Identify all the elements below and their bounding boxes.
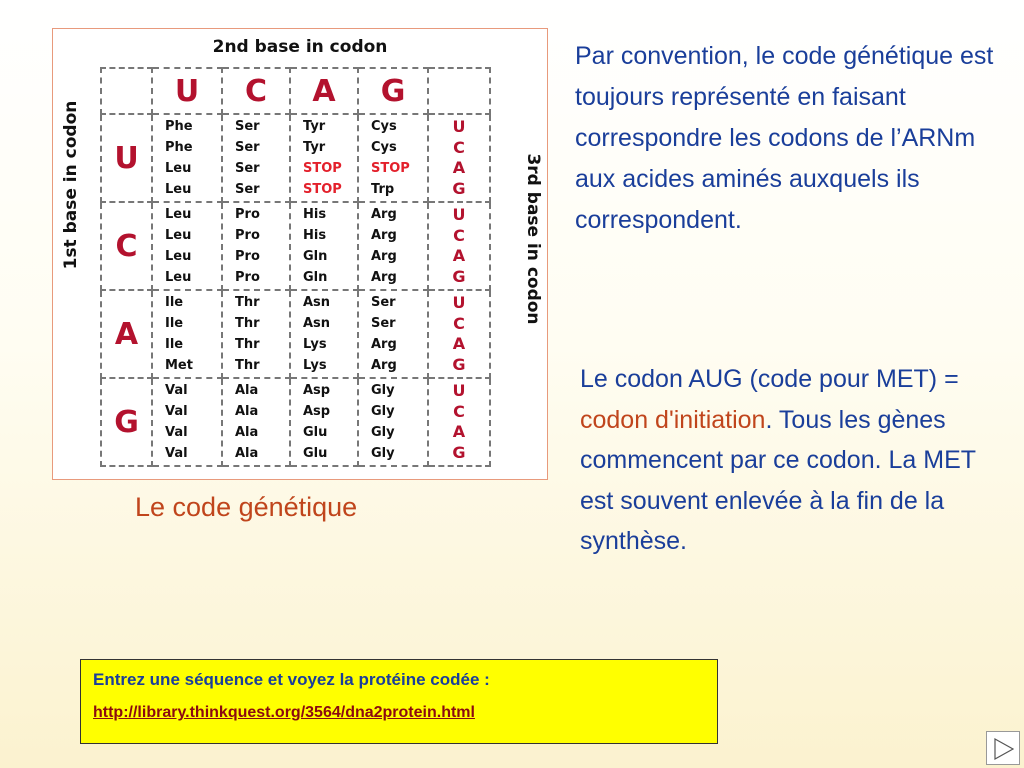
codon-cell: Tyr Tyr STOP STOP xyxy=(290,114,358,202)
third-base-label: 3rd base in codon xyxy=(523,153,543,325)
codon-table-figure xyxy=(52,28,548,480)
codon-cell: Cys Cys STOP Trp xyxy=(358,114,428,202)
codon-cell: Ile Ile Ile Met xyxy=(152,290,222,378)
second-base-header: 2nd base in codon xyxy=(212,37,388,57)
convention-paragraph: Par convention, le code génétique est toujours représenté en faisant correspondre les codons de l’ARNm aux acides aminés auxquels ils correspondent. xyxy=(575,42,994,234)
next-slide-button[interactable] xyxy=(986,731,1020,765)
third-base-column: U C A G xyxy=(428,290,490,378)
codon-row-c xyxy=(101,202,490,290)
initiation-paragraph xyxy=(580,359,1000,562)
codon-cell: Phe Phe Leu Leu xyxy=(152,114,222,202)
stop-codon: STOP xyxy=(303,161,342,176)
initiation-text-after: . Tous les gènes commencent par ce codon. La MET est souvent enlevée à la fin de la synthèse. xyxy=(580,405,976,555)
link-prompt: Entrez une séquence et voyez la protéine codée : xyxy=(93,670,490,689)
third-base-column: U C A G xyxy=(428,378,490,466)
column-header-u: U xyxy=(152,68,222,114)
codon-cell: Asn Asn Lys Lys xyxy=(290,290,358,378)
codon-cell: Val Val Val Val xyxy=(152,378,222,466)
codon-row-u xyxy=(101,114,490,202)
codon-cell: Arg Arg Arg Arg xyxy=(358,202,428,290)
codon-cell: Leu Leu Leu Leu xyxy=(152,202,222,290)
first-base-label: 1st base in codon xyxy=(61,100,81,270)
stop-codon: STOP xyxy=(303,182,342,197)
codon-cell: Ser Ser Arg Arg xyxy=(358,290,428,378)
third-base-column: U C A G xyxy=(428,114,490,202)
column-header-a: A xyxy=(290,68,358,114)
codon-cell: Gly Gly Gly Gly xyxy=(358,378,428,466)
initiation-highlight: codon d'initiation xyxy=(580,405,766,434)
codon-cell: Ala Ala Ala Ala xyxy=(222,378,290,466)
row-header-u: U xyxy=(101,114,152,202)
play-triangle-icon xyxy=(994,738,1014,760)
row-header-c: C xyxy=(101,202,152,290)
codon-cell: Thr Thr Thr Thr xyxy=(222,290,290,378)
column-header-c: C xyxy=(222,68,290,114)
row-header-g: G xyxy=(101,378,152,466)
codon-row-g xyxy=(101,378,490,466)
grid-corner xyxy=(101,68,152,114)
sequence-link-box xyxy=(80,659,718,744)
initiation-text-before: Le codon AUG (code pour MET) = xyxy=(580,365,959,393)
dna2protein-link[interactable]: http://library.thinkquest.org/3564/dna2protein.html xyxy=(93,704,475,721)
codon-cell: Asp Asp Glu Glu xyxy=(290,378,358,466)
figure-caption: Le code génétique xyxy=(135,492,358,522)
codon-cell: Ser Ser Ser Ser xyxy=(222,114,290,202)
codon-row-a xyxy=(101,290,490,378)
codon-cell: His His Gln Gln xyxy=(290,202,358,290)
third-base-column: U C A G xyxy=(428,202,490,290)
grid-header-blank xyxy=(428,68,490,114)
codon-grid xyxy=(100,67,491,467)
column-header-g: G xyxy=(358,68,428,114)
row-header-a: A xyxy=(101,290,152,378)
codon-cell: Pro Pro Pro Pro xyxy=(222,202,290,290)
stop-codon: STOP xyxy=(371,161,410,176)
